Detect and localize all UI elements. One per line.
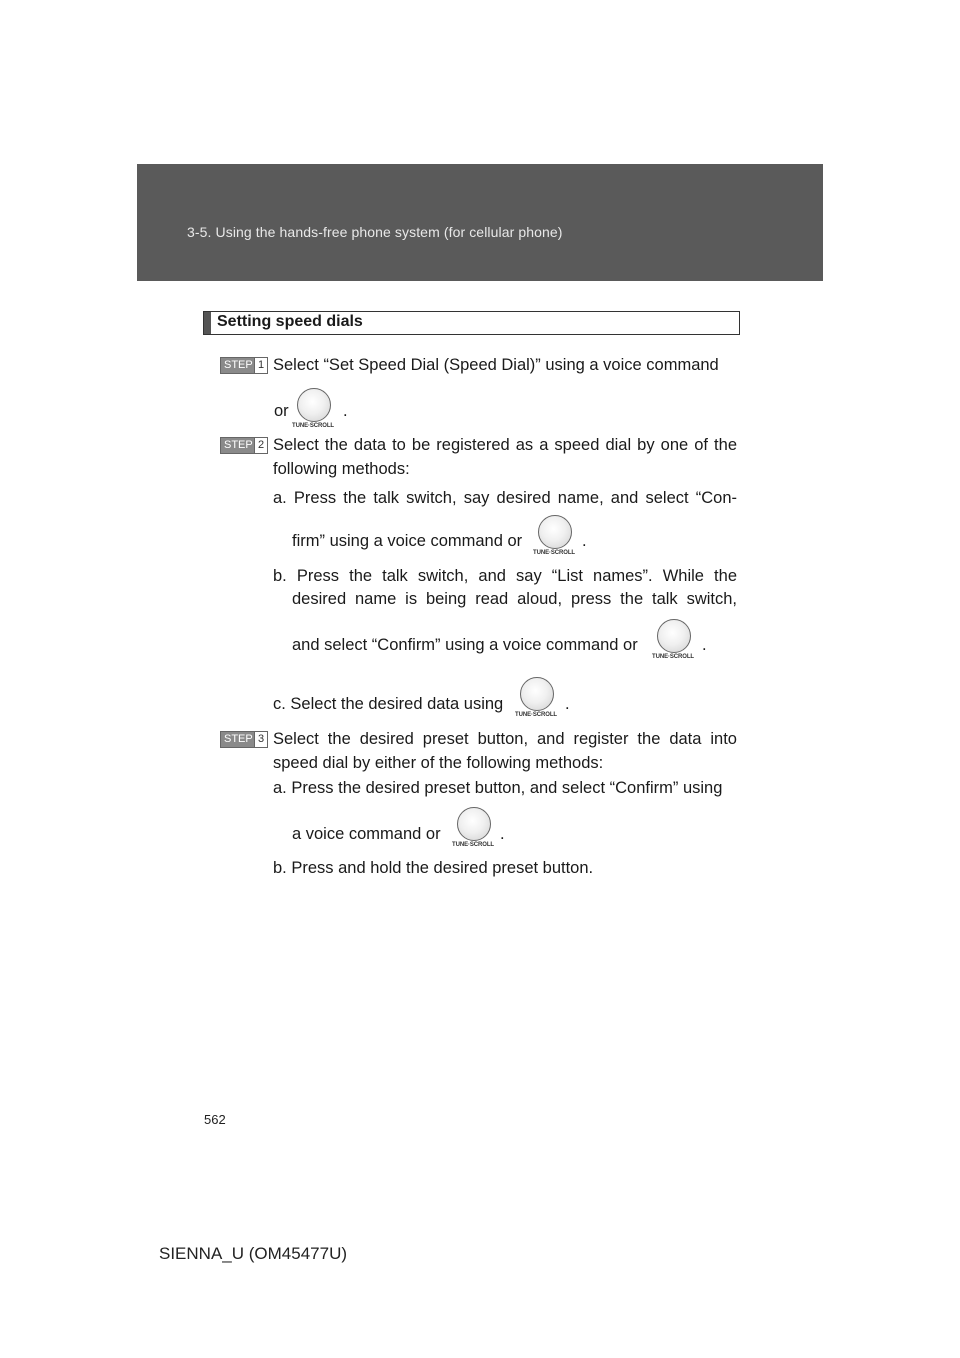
chapter-heading: 3-5. Using the hands-free phone system (for cellular phone) xyxy=(187,224,563,240)
knob-label: TUNE·SCROLL xyxy=(292,423,334,429)
knob-circle xyxy=(297,388,331,422)
knob-label: TUNE·SCROLL xyxy=(515,712,557,718)
step-word: STEP xyxy=(224,359,253,371)
step-2-badge xyxy=(220,437,268,454)
tune-scroll-knob-icon xyxy=(513,677,559,723)
page-number: 562 xyxy=(204,1112,226,1127)
knob-circle xyxy=(538,515,572,549)
step-1-line-1 xyxy=(273,355,737,375)
tune-scroll-knob-icon xyxy=(531,515,577,561)
step-3-line-2: speed dial by either of the following methods: xyxy=(273,754,604,772)
step-2-a-line-2: firm” using a voice command or xyxy=(292,532,523,550)
knob-circle xyxy=(520,677,554,711)
step-2-b-line-1: b. Press the talk switch, and say “List names”. While the xyxy=(273,567,737,585)
knob-label: TUNE·SCROLL xyxy=(652,654,694,660)
knob-label: TUNE·SCROLL xyxy=(452,842,494,848)
step-3-a-period: . xyxy=(500,825,505,843)
step-2-line-2: following methods: xyxy=(273,460,410,478)
tune-scroll-knob-icon xyxy=(450,807,496,853)
footer-model-code: SIENNA_U (OM45477U) xyxy=(159,1244,348,1263)
knob-circle xyxy=(657,619,691,653)
step-2-c-line: c. Select the desired data using xyxy=(273,695,504,713)
step-3-b-line-1: b. Press and hold the desired preset button. xyxy=(273,859,594,877)
header-band xyxy=(137,164,823,281)
step-1-period: . xyxy=(343,402,348,420)
section-title-bar xyxy=(204,312,211,334)
tune-scroll-knob-icon xyxy=(290,388,336,434)
step-2-c-period: . xyxy=(565,695,570,713)
section-title: Setting speed dials xyxy=(217,313,363,330)
step-3-badge xyxy=(220,731,268,748)
tune-scroll-knob-icon xyxy=(650,619,696,665)
step-3-line-1: Select the desired preset button, and register the data into xyxy=(273,730,737,748)
step-word: STEP xyxy=(224,439,253,451)
step-2-line-1: Select the data to be registered as a speed dial by one of the xyxy=(273,436,737,454)
step-2-a-line-1: a. Press the talk switch, say desired name, and select “Con- xyxy=(273,489,737,507)
step-1-or: or xyxy=(274,402,289,420)
section-title-box xyxy=(203,311,740,335)
knob-label: TUNE·SCROLL xyxy=(533,550,575,556)
step-3-a-line-2: a voice command or xyxy=(292,825,441,843)
knob-circle xyxy=(457,807,491,841)
step-number: 3 xyxy=(254,732,267,747)
step-1-text: Select “Set Speed Dial (Speed Dial)” using a voice command xyxy=(273,356,719,374)
step-1-badge xyxy=(220,357,268,374)
step-3-a-line-1: a. Press the desired preset button, and select “Confirm” using xyxy=(273,779,723,797)
step-2-b-line-2: desired name is being read aloud, press the talk switch, xyxy=(292,590,737,608)
step-number: 1 xyxy=(254,358,267,373)
step-word: STEP xyxy=(224,733,253,745)
step-2-a-period: . xyxy=(582,532,587,550)
step-2-b-line-3: and select “Confirm” using a voice command or xyxy=(292,636,638,654)
step-2-b-period: . xyxy=(702,636,707,654)
step-number: 2 xyxy=(254,438,267,453)
